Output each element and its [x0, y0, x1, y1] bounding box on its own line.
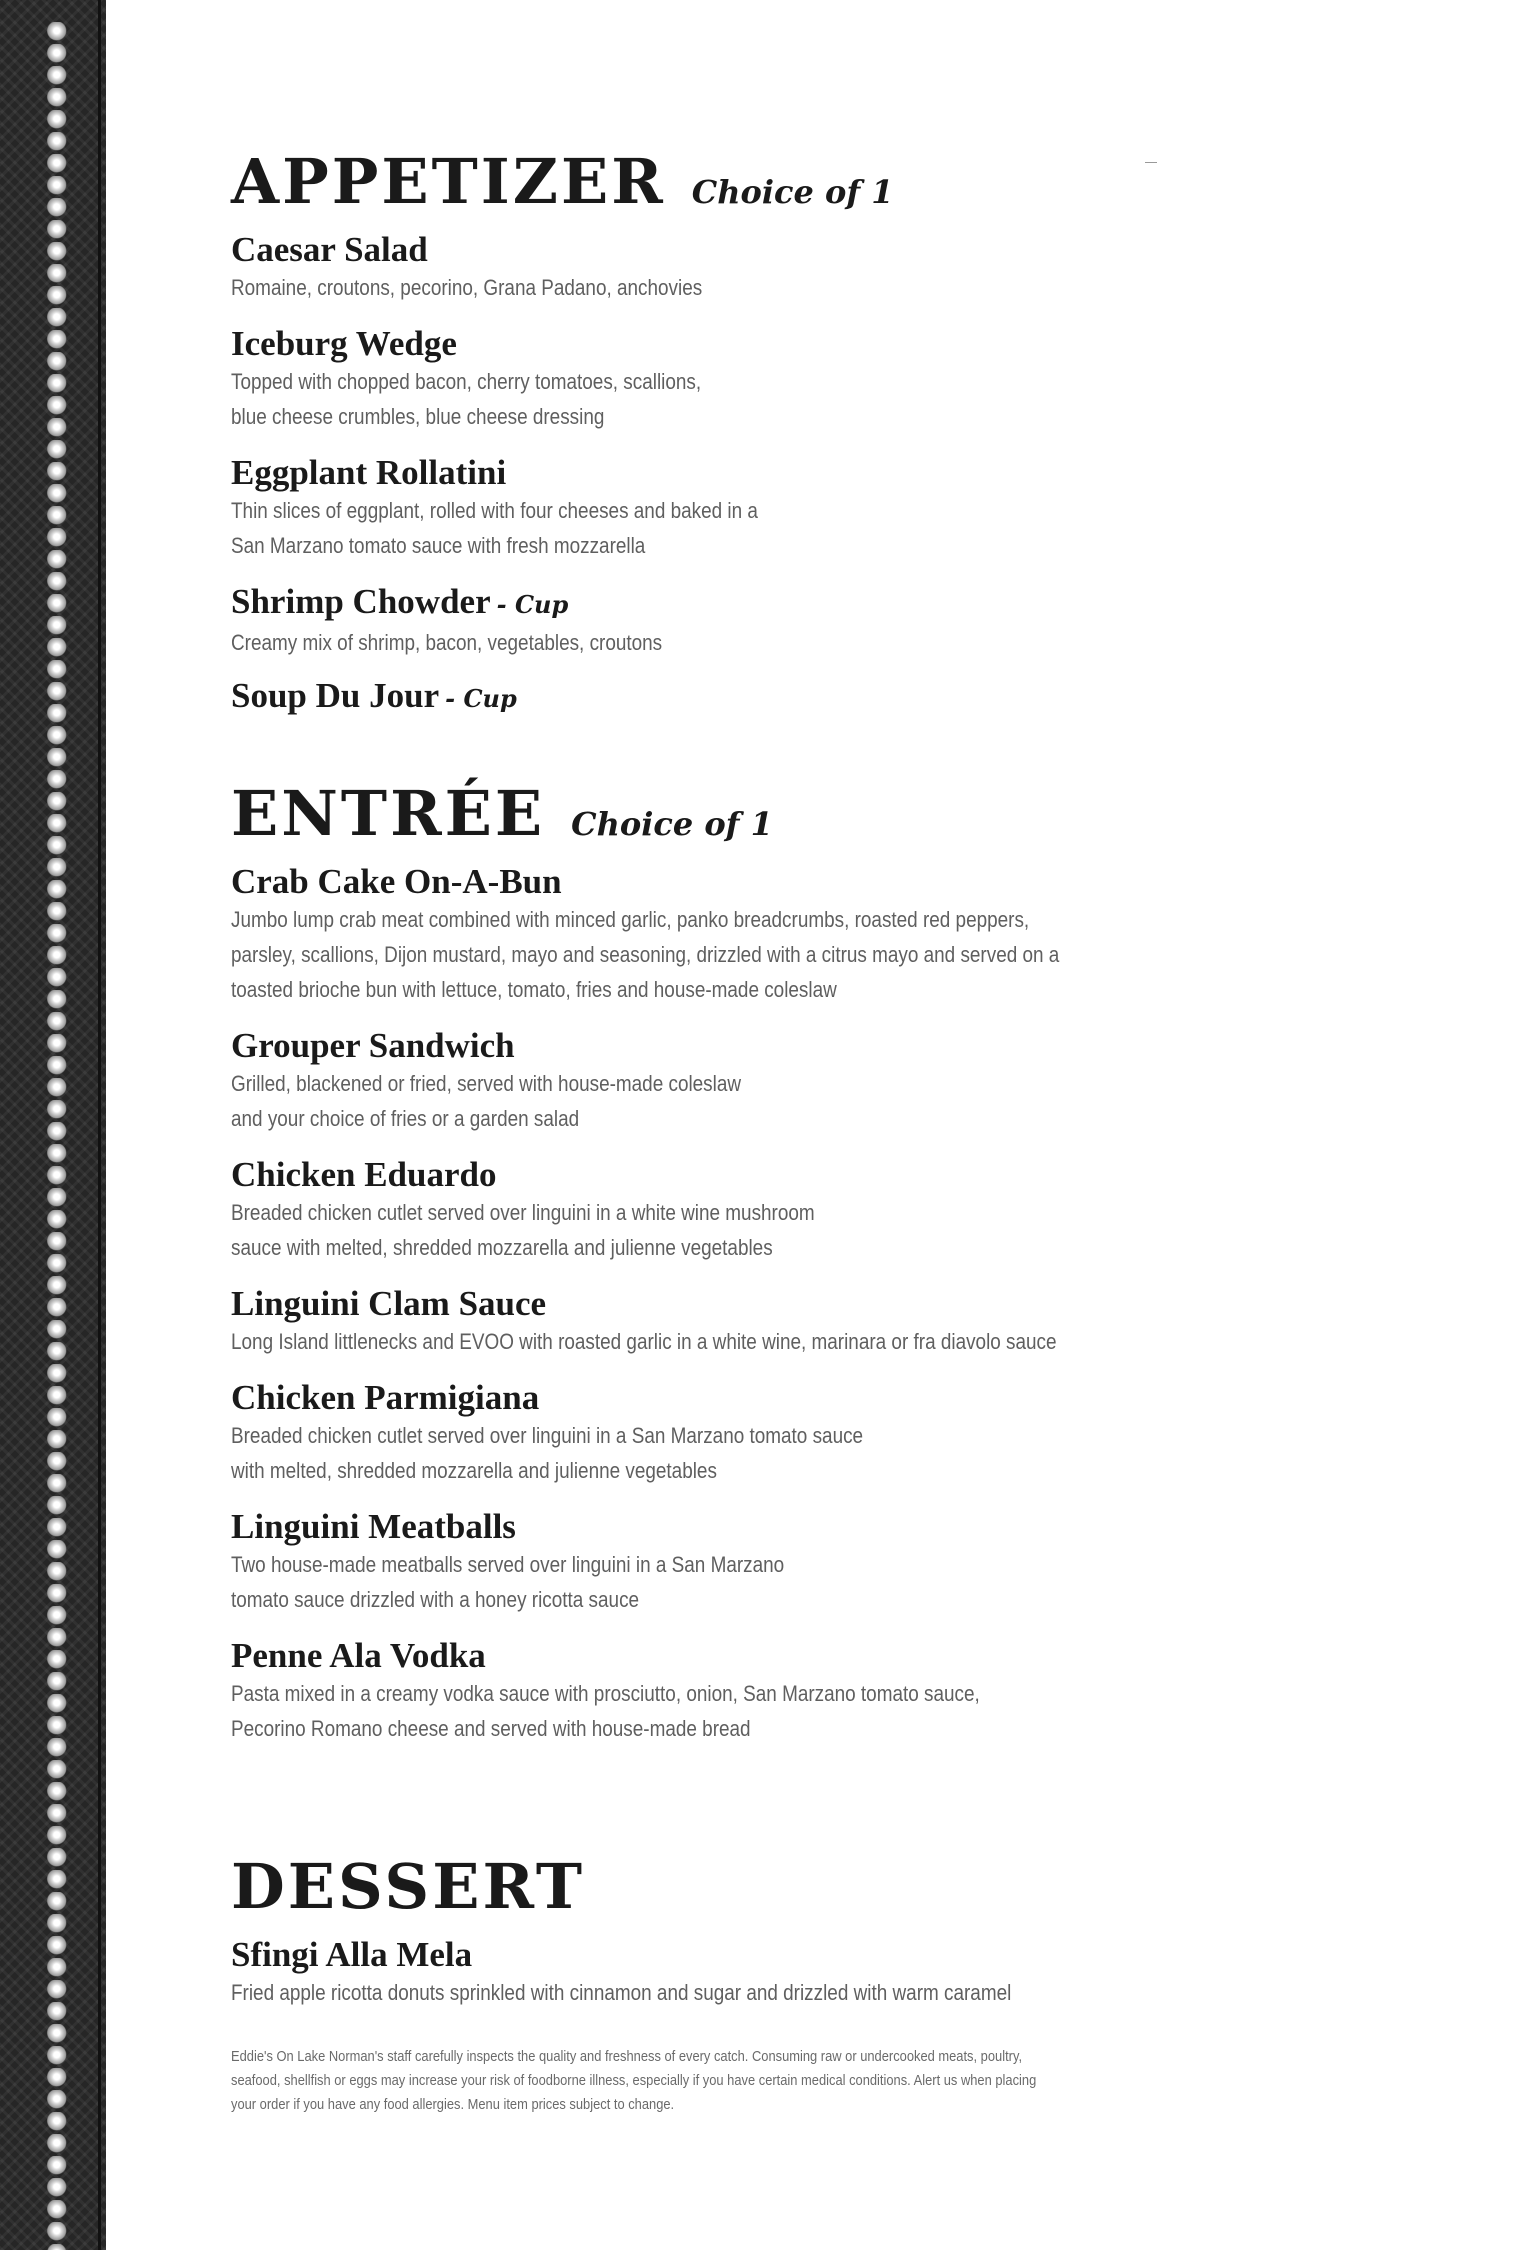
item-description: Pasta mixed in a creamy vodka sauce with prosciutto, onion, San Marzano tomato sauce, Pecorino Romano cheese and served with house-made bread: [231, 1681, 980, 1741]
item-description: Topped with chopped bacon, cherry tomatoes, scallions, blue cheese crumbles, blue cheese dressing: [231, 369, 702, 429]
item-name: Caesar Salad: [231, 230, 428, 269]
item-description: Breaded chicken cutlet served over linguini in a white wine mushroom sauce with melted, shredded mozzarella and julienne vegetables: [231, 1200, 815, 1260]
item-name: Soup Du Jour - Cup: [231, 676, 517, 715]
section-header: [231, 1850, 1231, 1935]
item-name: Chicken Eduardo: [231, 1155, 497, 1194]
menu-item: [231, 1935, 1231, 2029]
section-title: APPETIZER: [231, 145, 666, 218]
menu-item: [231, 1155, 1231, 1284]
section-header: [231, 777, 1231, 862]
section-subtitle: Choice of 1: [571, 805, 773, 843]
item-description: Grilled, blackened or fried, served with house-made coleslaw and your choice of fries or a garden salad: [231, 1071, 742, 1131]
menu-item: [231, 862, 1231, 1026]
menu-item: [231, 230, 1231, 324]
item-name: Shrimp Chowder - Cup: [231, 582, 569, 621]
pearl-string-decoration: [45, 22, 71, 2250]
section-dessert: [231, 1850, 1231, 2029]
section-appetizer: [231, 145, 1231, 738]
menu-item: [231, 582, 1231, 676]
item-description: Two house-made meatballs served over linguini in a San Marzano tomato sauce drizzled with a honey ricotta sauce: [231, 1552, 785, 1612]
item-name: Eggplant Rollatini: [231, 453, 507, 492]
item-note: - Cup: [445, 684, 517, 713]
allergy-disclaimer: Eddie's On Lake Norman's staff carefully inspects the quality and freshness of every catch. Consuming raw or undercooked meats, poultry, seafood, shellfish or eggs may increase your risk of foodborne illness, especially if you have certain medical conditions. Alert us when placing your order if you have any food allergies. Menu item prices subject to change.: [231, 2048, 1037, 2113]
item-name: Crab Cake On-A-Bun: [231, 862, 562, 901]
item-description: Jumbo lump crab meat combined with minced garlic, panko breadcrumbs, roasted red peppers, parsley, scallions, Dijon mustard, mayo and seasoning, drizzled with a citrus mayo and served on a toasted brioche bun with lettuce, tomato, fries and house-made coleslaw: [231, 907, 1060, 1002]
section-subtitle: Choice of 1: [691, 173, 894, 211]
item-description: Fried apple ricotta donuts sprinkled with cinnamon and sugar and drizzled with warm caramel: [231, 1980, 1012, 2005]
menu-item: [231, 1507, 1231, 1636]
border-edge-line: [98, 0, 101, 2250]
menu-item: [231, 324, 1231, 453]
section-entree: [231, 777, 1231, 1795]
item-name: Iceburg Wedge: [231, 324, 457, 363]
item-description: Creamy mix of shrimp, bacon, vegetables, croutons: [231, 630, 663, 655]
menu-item: [231, 1284, 1231, 1378]
item-name: Linguini Meatballs: [231, 1507, 516, 1546]
item-description: Romaine, croutons, pecorino, Grana Padano, anchovies: [231, 275, 703, 300]
item-name: Chicken Parmigiana: [231, 1378, 540, 1417]
decorative-border: [0, 0, 106, 2250]
item-description: Breaded chicken cutlet served over linguini in a San Marzano tomato sauce with melted, shredded mozzarella and julienne vegetables: [231, 1423, 864, 1483]
menu-item: [231, 1378, 1231, 1507]
menu-item: [231, 676, 1231, 726]
menu-item: [231, 1026, 1231, 1155]
menu-item: [231, 453, 1231, 582]
item-name: Grouper Sandwich: [231, 1026, 515, 1065]
section-title: DESSERT: [231, 1850, 586, 1923]
item-name: Penne Ala Vodka: [231, 1636, 486, 1675]
menu-item: [231, 1636, 1231, 1765]
section-header: [231, 145, 1231, 230]
menu-content: [231, 145, 1231, 2029]
item-name: Linguini Clam Sauce: [231, 1284, 547, 1323]
item-note: - Cup: [496, 590, 569, 619]
item-name: Sfingi Alla Mela: [231, 1935, 473, 1974]
item-description: Thin slices of eggplant, rolled with four cheeses and baked in a San Marzano tomato sauce with fresh mozzarella: [231, 498, 758, 558]
item-description: Long Island littlenecks and EVOO with roasted garlic in a white wine, marinara or fra diavolo sauce: [231, 1329, 1057, 1354]
section-title: ENTRÉE: [231, 777, 546, 850]
